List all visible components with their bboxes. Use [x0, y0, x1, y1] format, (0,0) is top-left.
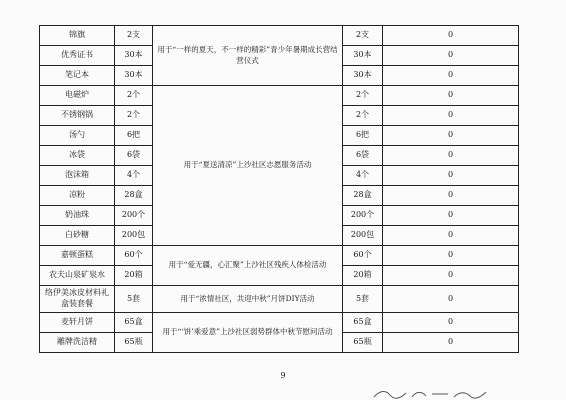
issued-quantity: 30本 — [343, 46, 383, 66]
remaining-quantity: 0 — [383, 46, 519, 66]
purpose-cell: 用于“‘饼’乘爱意”上沙社区弱势群体中秋节慰问活动 — [153, 313, 343, 353]
item-name: 麦轩月饼 — [40, 313, 115, 333]
item-quantity: 60个 — [115, 246, 153, 266]
item-quantity: 20箱 — [115, 266, 153, 286]
issued-quantity: 200包 — [343, 226, 383, 246]
issued-quantity: 200个 — [343, 206, 383, 226]
remaining-quantity: 0 — [383, 226, 519, 246]
issued-quantity: 2个 — [343, 86, 383, 106]
issued-quantity: 2支 — [343, 26, 383, 46]
remaining-quantity: 0 — [383, 333, 519, 353]
item-quantity: 2支 — [115, 26, 153, 46]
item-name: 泡沫箱 — [40, 166, 115, 186]
issued-quantity: 65瓶 — [343, 333, 383, 353]
issued-quantity: 6把 — [343, 126, 383, 146]
table-row — [40, 26, 519, 46]
purpose-cell: 用于“浓情社区，共迎中秋”月饼DIY活动 — [153, 286, 343, 313]
issued-quantity: 65盒 — [343, 313, 383, 333]
purpose-cell: 用于“爱无疆，心汇聚”上沙社区残疾人体检活动 — [153, 246, 343, 286]
issued-quantity: 20箱 — [343, 266, 383, 286]
item-name: 电磁炉 — [40, 86, 115, 106]
remaining-quantity: 0 — [383, 266, 519, 286]
remaining-quantity: 0 — [383, 86, 519, 106]
item-quantity: 200个 — [115, 206, 153, 226]
page-number: 9 — [280, 371, 286, 380]
item-quantity: 28盒 — [115, 186, 153, 206]
item-name: 优秀证书 — [40, 46, 115, 66]
item-quantity: 4个 — [115, 166, 153, 186]
handwritten-scribble — [370, 388, 490, 400]
remaining-quantity: 0 — [383, 286, 519, 313]
item-name: 笔记本 — [40, 66, 115, 86]
item-quantity: 6把 — [115, 126, 153, 146]
issued-quantity: 6袋 — [343, 146, 383, 166]
item-quantity: 65盒 — [115, 313, 153, 333]
remaining-quantity: 0 — [383, 206, 519, 226]
item-quantity: 200包 — [115, 226, 153, 246]
table-row — [40, 86, 519, 106]
remaining-quantity: 0 — [383, 246, 519, 266]
issued-quantity: 2个 — [343, 106, 383, 126]
item-name: 白砂糖 — [40, 226, 115, 246]
item-name: 凉粉 — [40, 186, 115, 206]
issued-quantity: 28盒 — [343, 186, 383, 206]
remaining-quantity: 0 — [383, 313, 519, 333]
remaining-quantity: 0 — [383, 106, 519, 126]
item-name: 络伊美冰皮材料礼盒装套餐 — [40, 286, 115, 313]
issued-quantity: 5套 — [343, 286, 383, 313]
remaining-quantity: 0 — [383, 126, 519, 146]
item-quantity: 2个 — [115, 86, 153, 106]
remaining-quantity: 0 — [383, 166, 519, 186]
remaining-quantity: 0 — [383, 146, 519, 166]
item-name: 嘉顿蛋糕 — [40, 246, 115, 266]
item-name: 雕牌洗洁精 — [40, 333, 115, 353]
remaining-quantity: 0 — [383, 26, 519, 46]
issued-quantity: 4个 — [343, 166, 383, 186]
item-quantity: 65瓶 — [115, 333, 153, 353]
issued-quantity: 30本 — [343, 66, 383, 86]
table-row — [40, 313, 519, 333]
purpose-cell: 用于“夏送清凉”上沙社区志愿服务活动 — [153, 86, 343, 246]
item-name: 奶油珠 — [40, 206, 115, 226]
remaining-quantity: 0 — [383, 66, 519, 86]
item-name: 冰袋 — [40, 146, 115, 166]
purpose-cell: 用于“一样的夏天，不一样的精彩”青少年暑期成长营结营仪式 — [153, 26, 343, 86]
item-quantity: 30本 — [115, 46, 153, 66]
item-quantity: 5套 — [115, 286, 153, 313]
table-row — [40, 286, 519, 313]
item-name: 农夫山泉矿泉水 — [40, 266, 115, 286]
item-name: 汤勺 — [40, 126, 115, 146]
item-quantity: 6袋 — [115, 146, 153, 166]
item-quantity: 30本 — [115, 66, 153, 86]
materials-table — [39, 25, 519, 353]
table-row — [40, 246, 519, 266]
issued-quantity: 60个 — [343, 246, 383, 266]
item-quantity: 2个 — [115, 106, 153, 126]
remaining-quantity: 0 — [383, 186, 519, 206]
item-name: 锦旗 — [40, 26, 115, 46]
item-name: 不锈钢锅 — [40, 106, 115, 126]
